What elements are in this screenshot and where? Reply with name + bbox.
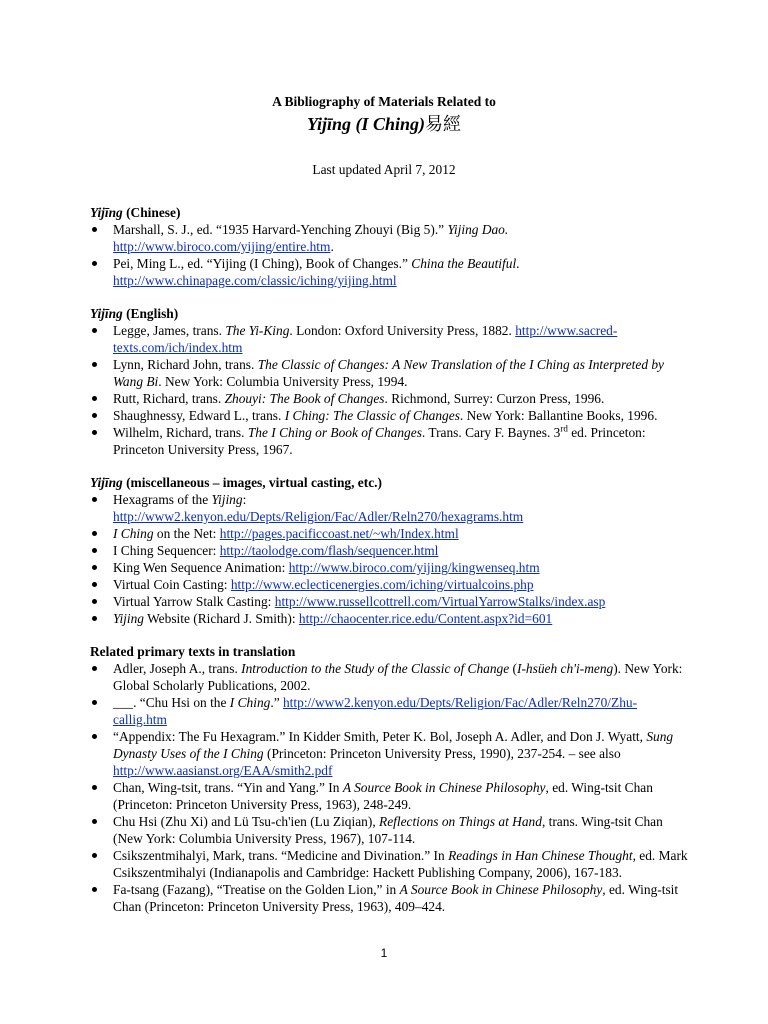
list-item: Adler, Joseph A., trans. Introduction to the Study of the Classic of Change (I-hsüeh ch'i-meng). New York: Global Scholarly Publications, 2002. (113, 661, 683, 693)
section-related (90, 643, 690, 915)
list-item: Lynn, Richard John, trans. The Classic of Changes: A New Translation of the I Ching as Interpreted by Wang Bi. New York: Columbia University Press, 1994. (113, 357, 664, 389)
section-heading: Yijīng (Chinese) (90, 205, 181, 220)
title-line-1: A Bibliography of Materials Related to (272, 94, 496, 109)
url-link[interactable]: http://www.russellcottrell.com/VirtualYarrowStalks/index.asp (274, 594, 606, 609)
section-english (90, 305, 690, 458)
list-item: Yijing Website (Richard J. Smith): http://chaocenter.rice.edu/Content.aspx?id=601 (113, 611, 553, 626)
list-item: Wilhelm, Richard, trans. The I Ching or Book of Changes. Trans. Cary F. Baynes. 3rd ed. Princeton: Princeton University Press, 1967. (113, 423, 646, 457)
title-line-2 (0, 112, 768, 137)
list-item: “Appendix: The Fu Hexagram.” In Kidder Smith, Peter K. Bol, Joseph A. Adler, and Don J. Wyatt, Sung Dynasty Uses of the I Ching (Princeton: Princeton University Press, 1990), 237-254. – see also http://www.aasianst.org/EAA/smith2.pdf (113, 729, 674, 778)
url-link[interactable]: http://www.eclecticenergies.com/iching/virtualcoins.php (230, 577, 534, 592)
url-link[interactable]: http://www.chinapage.com/classic/iching/yijing.html (113, 273, 397, 288)
url-link[interactable]: http://www.biroco.com/yijing/kingwenseq.htm (288, 560, 540, 575)
list-item: Legge, James, trans. The Yi-King. London: Oxford University Press, 1882. http://www.sacred-texts.com/ich/index.htm (113, 323, 618, 355)
url-link[interactable]: http://taolodge.com/flash/sequencer.html (219, 543, 439, 558)
list-item: Virtual Coin Casting: http://www.eclecticenergies.com/iching/virtualcoins.php (113, 577, 534, 592)
bibliography-body (90, 204, 690, 931)
url-link[interactable]: http://pages.pacificcoast.net/~wh/Index.html (219, 526, 459, 541)
url-link[interactable]: http://www.biroco.com/yijing/entire.htm (113, 239, 331, 254)
list-item: Chu Hsi (Zhu Xi) and Lü Tsu-ch'ien (Lu Ziqian), Reflections on Things at Hand, trans. Wing-tsit Chan (New York: Columbia University Press, 1967), 107-114. (113, 814, 663, 846)
section-heading: Yijīng (miscellaneous – images, virtual casting, etc.) (90, 475, 382, 490)
list-item: Marshall, S. J., ed. “1935 Harvard-Yenching Zhouyi (Big 5).” Yijing Dao. http://www.biroco.com/yijing/entire.htm. (113, 222, 509, 254)
list-item: Virtual Yarrow Stalk Casting: http://www.russellcottrell.com/VirtualYarrowStalks/index.asp (113, 594, 606, 609)
section-heading: Related primary texts in translation (90, 644, 296, 659)
section-chinese (90, 204, 690, 289)
list-item: King Wen Sequence Animation: http://www.biroco.com/yijing/kingwenseq.htm (113, 560, 540, 575)
url-link[interactable]: http://www2.kenyon.edu/Depts/Religion/Fac/Adler/Reln270/Zhu-callig.htm (113, 695, 638, 727)
page-number: 1 (380, 946, 388, 960)
list-item: Csikszentmihalyi, Mark, trans. “Medicine and Divination.” In Readings in Han Chinese Thought, ed. Mark Csikszentmihalyi (Indianapolis and Cambridge: Hackett Publishing Company, 2006), 167-183. (113, 848, 688, 880)
title-cjk: 易經 (425, 114, 462, 135)
url-link[interactable]: http://www.aasianst.org/EAA/smith2.pdf (113, 763, 333, 778)
list-item: I Ching Sequencer: http://taolodge.com/flash/sequencer.html (113, 543, 439, 558)
list-item: ___. “Chu Hsi on the I Ching.” http://www2.kenyon.edu/Depts/Religion/Fac/Adler/Reln270/Zhu-callig.htm (113, 695, 638, 727)
section-misc (90, 474, 690, 627)
list-item: Chan, Wing-tsit, trans. “Yin and Yang.” In A Source Book in Chinese Philosophy, ed. Wing-tsit Chan (Princeton: Princeton University Press, 1963), 248-249. (113, 780, 653, 812)
url-link[interactable]: http://chaocenter.rice.edu/Content.aspx?id=601 (298, 611, 553, 626)
list-item: Shaughnessy, Edward L., trans. I Ching: The Classic of Changes. New York: Ballantine Books, 1996. (113, 408, 658, 423)
url-link[interactable]: http://www.sacred-texts.com/ich/index.htm (113, 323, 618, 355)
last-updated: Last updated April 7, 2012 (312, 162, 456, 177)
list-item: Pei, Ming L., ed. “Yijing (I Ching), Book of Changes.” China the Beautiful. http://www.chinapage.com/classic/iching/yijing.html (113, 256, 520, 288)
title-main: Yijīng (I Ching) (306, 114, 426, 134)
list-item: Fa-tsang (Fazang), “Treatise on the Golden Lion,” in A Source Book in Chinese Philosophy, ed. Wing-tsit Chan (Princeton: Princeton University Press, 1963), 409–424. (113, 882, 679, 914)
list-item: I Ching on the Net: http://pages.pacificcoast.net/~wh/Index.html (113, 526, 459, 541)
url-link[interactable]: http://www2.kenyon.edu/Depts/Religion/Fac/Adler/Reln270/hexagrams.htm (113, 509, 524, 524)
section-heading: Yijīng (English) (90, 306, 179, 321)
list-item: Hexagrams of the Yijing: http://www2.kenyon.edu/Depts/Religion/Fac/Adler/Reln270/hexagrams.htm (113, 492, 524, 524)
list-item: Rutt, Richard, trans. Zhouyi: The Book of Changes. Richmond, Surrey: Curzon Press, 1996. (113, 391, 605, 406)
